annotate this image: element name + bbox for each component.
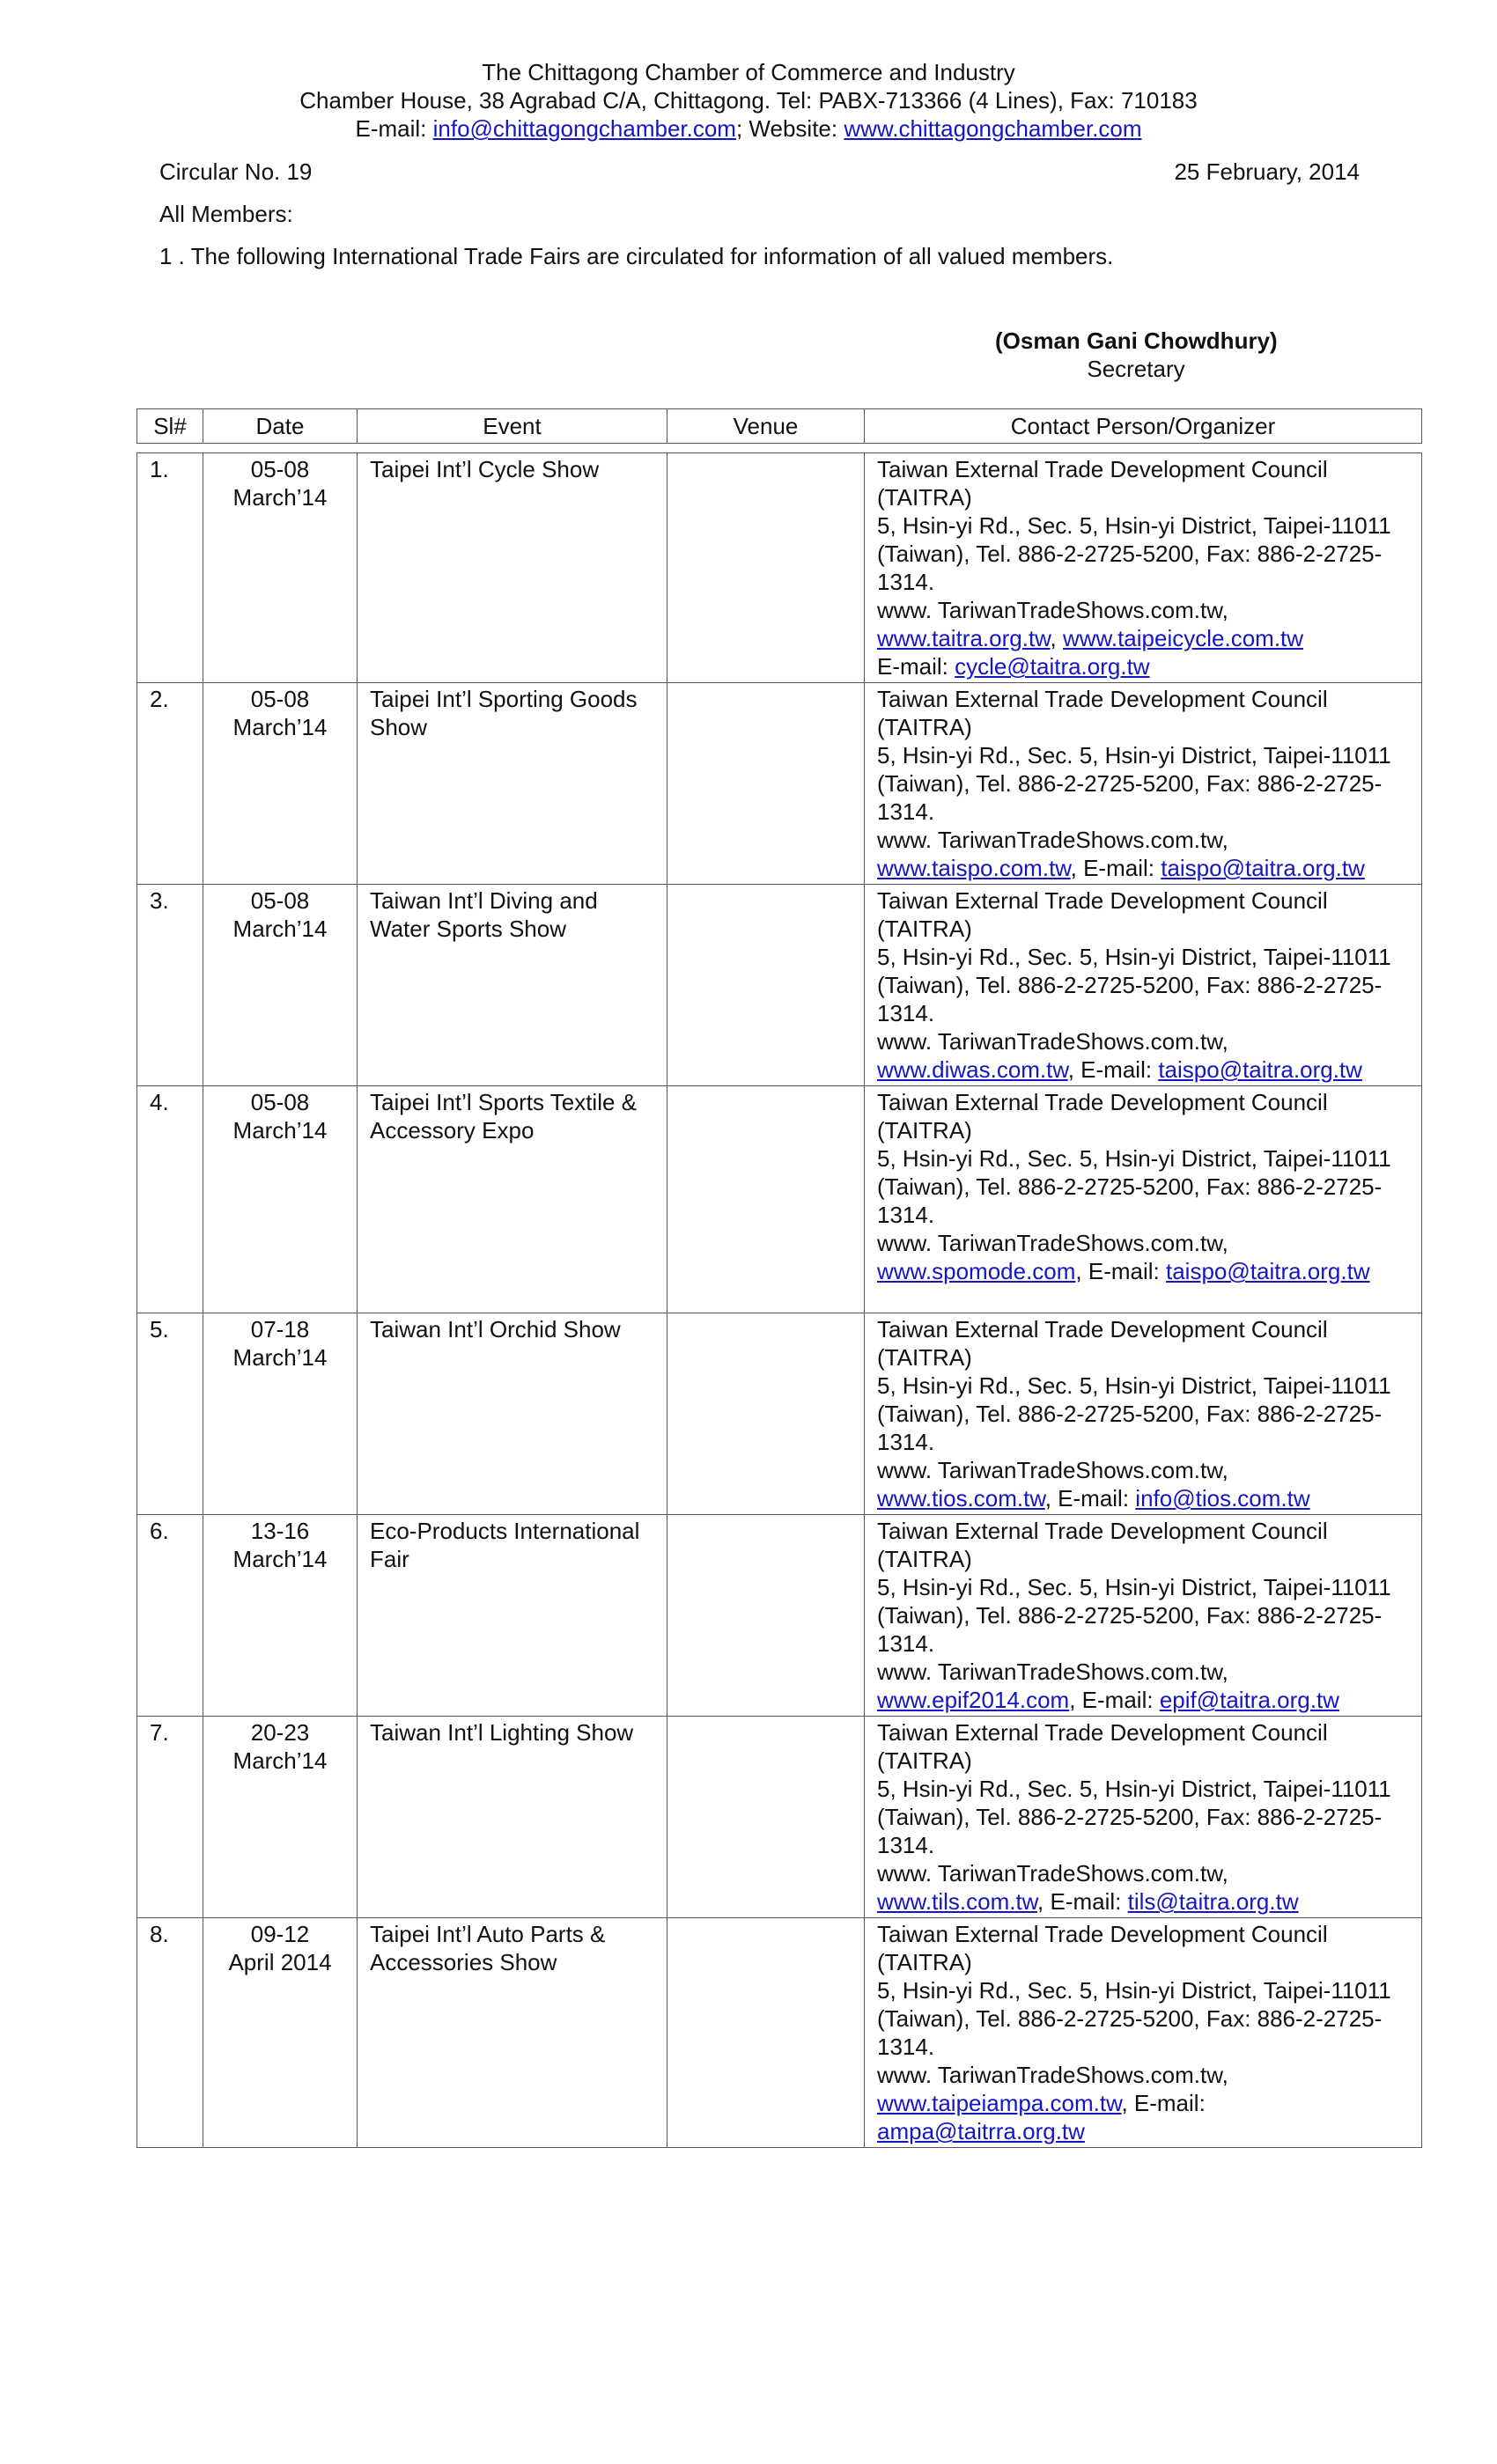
organizer-address: 5, Hsin-yi Rd., Sec. 5, Hsin-yi District, Taipei-11011 (Taiwan), Tel. 886-2-2725-5200, Fax: 886-2-2725-1314.	[877, 1776, 1391, 1858]
organizer-address: 5, Hsin-yi Rd., Sec. 5, Hsin-yi District, Taipei-11011 (Taiwan), Tel. 886-2-2725-5200, Fax: 886-2-2725-1314.	[877, 1977, 1391, 2060]
event-website-link[interactable]: www.taispo.com.tw	[877, 855, 1071, 881]
cell-sl: 2.	[137, 683, 203, 885]
organizer-site: www. TariwanTradeShows.com.tw,	[877, 597, 1228, 623]
header-contact: Contact Person/Organizer	[865, 409, 1422, 444]
circular-date: 25 February, 2014	[1174, 158, 1360, 185]
organizer-name: Taiwan External Trade Development Council (TAITRA)	[877, 1089, 1328, 1144]
contact-email-link[interactable]: taispo@taitra.org.tw	[1161, 855, 1365, 881]
email-label: , E-mail:	[1067, 1056, 1159, 1083]
organizer-site: www. TariwanTradeShows.com.tw,	[877, 1457, 1228, 1483]
link-separator: ,	[1050, 625, 1063, 651]
email-label: , E-mail:	[1075, 1258, 1160, 1284]
cell-date	[203, 1918, 358, 2148]
cell-venue	[667, 1918, 865, 2148]
email-label: , E-mail:	[1044, 1485, 1136, 1511]
signatory-name: (Osman Gani Chowdhury)	[995, 327, 1278, 354]
contact-line	[0, 114, 1497, 143]
date-month: March’14	[232, 1117, 328, 1144]
salutation: All Members:	[159, 201, 293, 227]
date-month: March’14	[232, 1747, 328, 1774]
event-website-link[interactable]: www.taitra.org.tw	[877, 625, 1051, 651]
date-month: March’14	[232, 484, 328, 511]
contact-email-link[interactable]: epif@taitra.org.tw	[1159, 1687, 1339, 1713]
date-range: 07-18	[250, 1316, 310, 1342]
table-row	[137, 1086, 1422, 1313]
cell-venue	[667, 1086, 865, 1313]
table-row	[137, 1313, 1422, 1515]
organizer-address: 5, Hsin-yi Rd., Sec. 5, Hsin-yi District, Taipei-11011 (Taiwan), Tel. 886-2-2725-5200, Fax: 886-2-2725-1314.	[877, 944, 1391, 1026]
header-date: Date	[203, 409, 358, 444]
date-month: March’14	[232, 714, 328, 740]
email-label: , E-mail:	[1069, 1687, 1160, 1713]
date-range: 13-16	[250, 1518, 310, 1544]
email-label: , E-mail:	[1037, 1888, 1128, 1915]
date-month: March’14	[232, 1344, 328, 1371]
header-event: Event	[358, 409, 667, 444]
contact-links	[877, 2089, 1409, 2145]
cell-contact	[865, 1515, 1422, 1717]
email-label: E-mail:	[355, 115, 433, 142]
date-range: 05-08	[250, 686, 310, 712]
event-website-link[interactable]: www.tios.com.tw	[877, 1485, 1045, 1511]
cell-event: Taipei Int’l Cycle Show	[358, 453, 667, 683]
signatory-title: Secretary	[1087, 356, 1185, 382]
cell-venue	[667, 1515, 865, 1717]
email-label: , E-mail:	[1070, 855, 1161, 881]
contact-links	[877, 1686, 1409, 1714]
cell-contact	[865, 1086, 1422, 1313]
email-label: , E-mail:	[1121, 2090, 1206, 2116]
organizer-site: www. TariwanTradeShows.com.tw,	[877, 2062, 1228, 2088]
organizer-address: 5, Hsin-yi Rd., Sec. 5, Hsin-yi District, Taipei-11011 (Taiwan), Tel. 886-2-2725-5200, Fax: 886-2-2725-1314.	[877, 512, 1391, 595]
organizer-site: www. TariwanTradeShows.com.tw,	[877, 1028, 1228, 1055]
cell-date	[203, 885, 358, 1086]
organizer-name: Taiwan External Trade Development Council (TAITRA)	[877, 456, 1328, 511]
org-name: The Chittagong Chamber of Commerce and Industry	[482, 59, 1015, 85]
contact-links	[877, 854, 1409, 882]
cell-venue	[667, 1717, 865, 1918]
cell-venue	[667, 885, 865, 1086]
cell-sl: 5.	[137, 1313, 203, 1515]
cell-date	[203, 1515, 358, 1717]
date-range: 09-12	[250, 1921, 310, 1947]
date-range: 05-08	[250, 456, 310, 482]
organizer-address: 5, Hsin-yi Rd., Sec. 5, Hsin-yi District, Taipei-11011 (Taiwan), Tel. 886-2-2725-5200, Fax: 886-2-2725-1314.	[877, 742, 1391, 825]
cell-venue	[667, 683, 865, 885]
cell-event: Taiwan Int’l Lighting Show	[358, 1717, 667, 1918]
cell-contact	[865, 1717, 1422, 1918]
cell-contact	[865, 1313, 1422, 1515]
organizer-name: Taiwan External Trade Development Council (TAITRA)	[877, 1921, 1328, 1975]
cell-date	[203, 1717, 358, 1918]
organizer-name: Taiwan External Trade Development Council (TAITRA)	[877, 887, 1328, 942]
table-row	[137, 1515, 1422, 1717]
cell-venue	[667, 1313, 865, 1515]
organizer-site: www. TariwanTradeShows.com.tw,	[877, 1860, 1228, 1887]
organizer-address: 5, Hsin-yi Rd., Sec. 5, Hsin-yi District, Taipei-11011 (Taiwan), Tel. 886-2-2725-5200, Fax: 886-2-2725-1314.	[877, 1145, 1391, 1228]
website-label: ; Website:	[735, 115, 844, 142]
cell-event: Taipei Int’l Auto Parts & Accessories Show	[358, 1918, 667, 2148]
event-website-link[interactable]: www.spomode.com	[877, 1258, 1076, 1284]
intro-text: 1 . The following International Trade Fairs are circulated for information of all valued members.	[159, 243, 1114, 269]
cell-date	[203, 453, 358, 683]
contact-email-link[interactable]: taispo@taitra.org.tw	[1166, 1258, 1370, 1284]
contact-email-line	[877, 652, 1409, 680]
org-address: Chamber House, 38 Agrabad C/A, Chittagong. Tel: PABX-713366 (4 Lines), Fax: 710183	[299, 87, 1198, 114]
event-website-link[interactable]: www.epif2014.com	[877, 1687, 1070, 1713]
cell-contact	[865, 453, 1422, 683]
cell-sl: 7.	[137, 1717, 203, 1918]
contact-links	[877, 1055, 1409, 1084]
contact-email-link[interactable]: tils@taitra.org.tw	[1127, 1888, 1299, 1915]
organizer-address: 5, Hsin-yi Rd., Sec. 5, Hsin-yi District, Taipei-11011 (Taiwan), Tel. 886-2-2725-5200, Fax: 886-2-2725-1314.	[877, 1574, 1391, 1657]
table-row	[137, 683, 1422, 885]
cell-sl: 8.	[137, 1918, 203, 2148]
cell-date	[203, 1313, 358, 1515]
contact-email-link[interactable]: taispo@taitra.org.tw	[1158, 1056, 1362, 1083]
cell-event: Taiwan Int’l Orchid Show	[358, 1313, 667, 1515]
event-website-link-2[interactable]: www.taipeicycle.com.tw	[1062, 625, 1304, 651]
trade-fairs-table	[136, 408, 1422, 2148]
date-month: March’14	[232, 1546, 328, 1572]
organizer-address: 5, Hsin-yi Rd., Sec. 5, Hsin-yi District, Taipei-11011 (Taiwan), Tel. 886-2-2725-5200, Fax: 886-2-2725-1314.	[877, 1372, 1391, 1455]
contact-email-link[interactable]: cycle@taitra.org.tw	[955, 653, 1150, 680]
organizer-site: www. TariwanTradeShows.com.tw,	[877, 827, 1228, 853]
organizer-name: Taiwan External Trade Development Council (TAITRA)	[877, 686, 1328, 740]
contact-links	[877, 1257, 1409, 1285]
cell-venue	[667, 453, 865, 683]
header-venue: Venue	[667, 409, 865, 444]
organizer-site: www. TariwanTradeShows.com.tw,	[877, 1659, 1228, 1685]
date-month: April 2014	[228, 1949, 332, 1975]
organizer-name: Taiwan External Trade Development Council (TAITRA)	[877, 1719, 1328, 1774]
contact-email-link[interactable]: info@tios.com.tw	[1135, 1485, 1310, 1511]
cell-sl: 6.	[137, 1515, 203, 1717]
cell-date	[203, 683, 358, 885]
circular-number: Circular No. 19	[159, 158, 313, 185]
cell-date	[203, 1086, 358, 1313]
cell-contact	[865, 1918, 1422, 2148]
date-range: 05-08	[250, 1089, 310, 1115]
cell-contact	[865, 683, 1422, 885]
table-row	[137, 1918, 1422, 2148]
event-website-link[interactable]: www.diwas.com.tw	[877, 1056, 1068, 1083]
chamber-website-link[interactable]: www.chittagongchamber.com	[844, 115, 1142, 142]
cell-contact	[865, 885, 1422, 1086]
cell-sl: 3.	[137, 885, 203, 1086]
table-header-row	[137, 409, 1422, 444]
table-row	[137, 1717, 1422, 1918]
organizer-name: Taiwan External Trade Development Council (TAITRA)	[877, 1518, 1328, 1572]
cell-sl: 4.	[137, 1086, 203, 1313]
cell-event: Taipei Int’l Sporting Goods Show	[358, 683, 667, 885]
date-range: 05-08	[250, 887, 310, 914]
organizer-site: www. TariwanTradeShows.com.tw,	[877, 1230, 1228, 1256]
date-range: 20-23	[250, 1719, 310, 1746]
cell-event: Taiwan Int’l Diving and Water Sports Show	[358, 885, 667, 1086]
organizer-name: Taiwan External Trade Development Council (TAITRA)	[877, 1316, 1328, 1371]
email-label: E-mail:	[877, 653, 955, 680]
cell-event: Eco-Products International Fair	[358, 1515, 667, 1717]
chamber-email-link[interactable]: info@chittagongchamber.com	[432, 115, 736, 142]
header-sl: Sl#	[137, 409, 203, 444]
table-row	[137, 453, 1422, 683]
cell-sl: 1.	[137, 453, 203, 683]
contact-links	[877, 624, 1409, 652]
contact-email-link[interactable]: ampa@taitrra.org.tw	[877, 2118, 1085, 2144]
table-row	[137, 885, 1422, 1086]
cell-event: Taipei Int’l Sports Textile & Accessory Expo	[358, 1086, 667, 1313]
date-month: March’14	[232, 916, 328, 942]
event-website-link[interactable]: www.tils.com.tw	[877, 1888, 1038, 1915]
contact-links	[877, 1887, 1409, 1916]
contact-links	[877, 1484, 1409, 1512]
event-website-link[interactable]: www.taipeiampa.com.tw	[877, 2090, 1122, 2116]
